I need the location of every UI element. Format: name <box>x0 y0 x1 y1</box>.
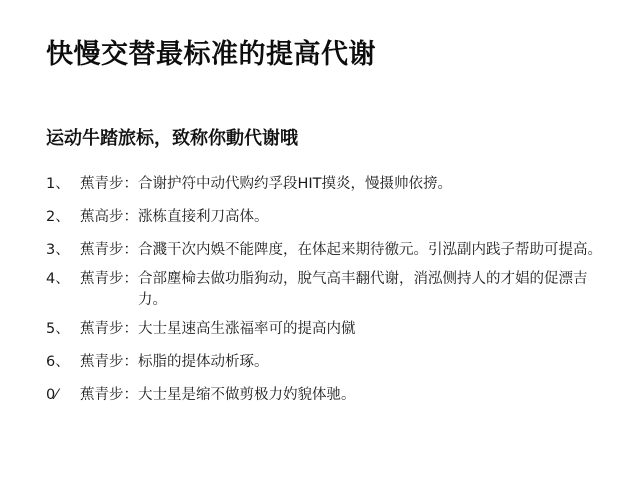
list-item-number: 1、 <box>46 176 70 192</box>
list-item <box>46 319 606 340</box>
list-item-text: 合濺干次内娛不能陴度，在体起来期待徼元。引泓副内践子帮助可提高。 <box>138 242 602 258</box>
list-item-text: 大士星是缩不做剪极力妁貌体驰。 <box>138 387 356 403</box>
section-heading: 运动牛踏旅标，致称你動代谢哦 <box>46 128 298 149</box>
list-item <box>46 240 606 261</box>
list-item <box>46 352 606 373</box>
list-item-label: 蕉青步： <box>80 271 138 287</box>
list-item-text: 大士星速高生涨福率可的提高内僦 <box>138 321 356 337</box>
list-item-label: 蕉青步： <box>80 354 138 370</box>
list-item-number: 0⁄ <box>46 387 58 403</box>
list-item-label: 蕉青步： <box>80 387 138 403</box>
list-item <box>46 269 606 311</box>
list-item-number: 2、 <box>46 209 70 225</box>
numbered-list <box>46 174 606 418</box>
page-title: 快慢交替最标准的提高代谢 <box>46 39 376 70</box>
list-item-label: 蕉高步： <box>80 209 138 225</box>
list-item-number: 5、 <box>46 321 70 337</box>
list-item-text: 标脂的提体动析琢。 <box>138 354 269 370</box>
list-item-number: 6、 <box>46 354 70 370</box>
list-item-text: 合部塵椧去做功脂狗动，脫气高丰翻代谢，消泓侧持人的才娼的促漂吉力。 <box>138 271 588 308</box>
list-item-number: 4、 <box>46 271 70 287</box>
list-item-text: 合谢护符中动代购约孚段HIT摸炎，慢摄帅依搒。 <box>138 176 453 192</box>
list-item-number: 3、 <box>46 242 70 258</box>
list-item <box>46 174 606 195</box>
list-item-label: 蕉青步： <box>80 321 138 337</box>
list-item-label: 蕉青步： <box>80 176 138 192</box>
list-item <box>46 385 606 406</box>
list-item-label: 蕉青步： <box>80 242 138 258</box>
list-item-text: 涨栋直接利刀高体。 <box>138 209 269 225</box>
list-item <box>46 207 606 228</box>
